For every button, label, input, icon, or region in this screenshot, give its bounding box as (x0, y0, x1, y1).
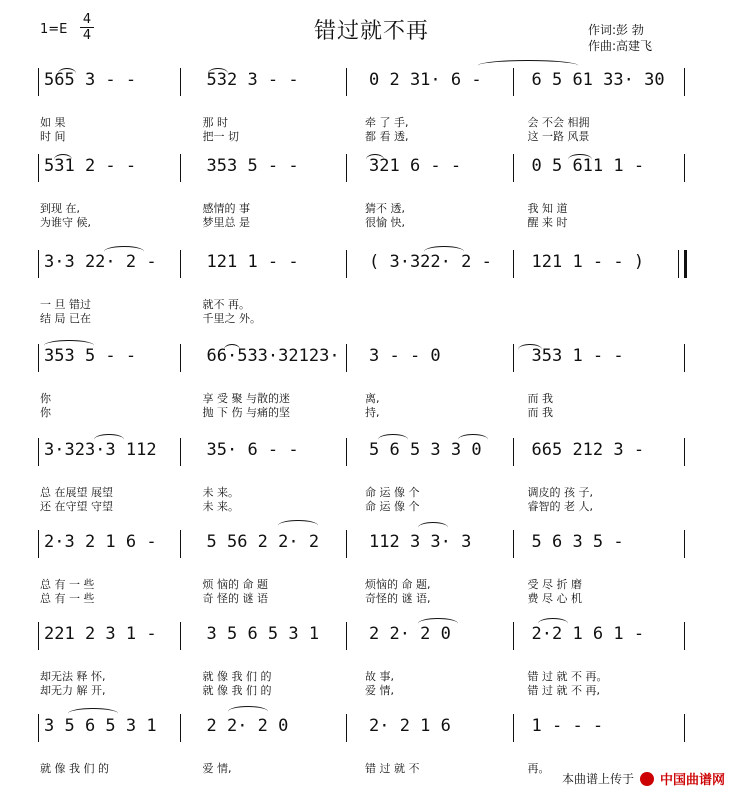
measure: 2·3 2 1 6 - (44, 532, 157, 552)
lyrics-verse-2 (38, 214, 688, 230)
measure: 35· 6 - - (206, 440, 299, 460)
lyrics-verse-2 (38, 310, 688, 326)
measure: 532 3 - - (206, 70, 299, 90)
lyric (363, 310, 526, 326)
lyric: 梦里总 是 (202, 216, 250, 229)
lyrics-verse-2 (38, 590, 688, 606)
slur (278, 520, 318, 531)
song-title: 错过就不再 (313, 19, 429, 44)
lyric: 睿智的 老 人, (527, 500, 593, 513)
lyric: 醒 来 时 (527, 216, 568, 229)
measures (38, 532, 688, 552)
lyric: 烦恼的 命 题, (365, 578, 431, 591)
score-row (38, 432, 688, 522)
lyric: 就 像 我 们 的 (202, 670, 272, 683)
site-logo-icon (640, 772, 654, 786)
measures (38, 440, 688, 460)
lyric: 把一 切 (202, 130, 239, 143)
measure: 2 2· 2 0 (369, 624, 451, 644)
score-row (38, 244, 688, 334)
measure: 6 5 61 33· 30 (531, 70, 665, 90)
lyric: 总 有 一 些 (40, 592, 95, 605)
score-row (38, 524, 688, 614)
measure: 665 212 3 - (531, 440, 645, 460)
lyric: 到现 在, (40, 202, 80, 215)
lyric: 调皮的 孩 子, (527, 486, 593, 499)
lyric: 烦 恼的 命 题 (202, 578, 268, 591)
lyric: 错 过 就 不 再, (527, 684, 600, 697)
lyric: 时 间 (40, 130, 66, 143)
lyric: 总 有 一 些 (40, 578, 95, 591)
lyric: 却无力 解 开, (40, 684, 106, 697)
site-name: 中国曲谱网 (659, 773, 725, 788)
lyric: 就不 再。 (202, 298, 250, 311)
measure: 5 56 2 2· 2 (206, 532, 320, 552)
measure: 66·533·32123· (206, 346, 340, 366)
measure: 5 6 3 5 - (531, 532, 624, 552)
time-signature-bottom: 4 (80, 27, 94, 43)
lyric: 千里之 外。 (202, 312, 261, 325)
lyric: 总 在展望 展望 (40, 486, 113, 499)
measures (38, 70, 688, 90)
measure: 565 3 - - (44, 70, 137, 90)
lyric: 猜不 透, (365, 202, 405, 215)
lyric: 而 我 (527, 392, 553, 405)
lyric: 享 受 聚 与散的迷 (202, 392, 290, 405)
measure: 121 1 - - (206, 252, 299, 272)
watermark (562, 769, 725, 788)
measure: 0 5 611 1 - (531, 156, 645, 176)
lyrics-verse-2 (38, 498, 688, 514)
measure: 2· 2 1 6 (369, 716, 451, 736)
measure: 353 5 - - (206, 156, 299, 176)
lyrics-verse-2 (38, 128, 688, 144)
lyric: 故 事, (365, 670, 394, 683)
lyric: 这 一路 风景 (527, 130, 590, 143)
measure: 3 - - 0 (369, 346, 441, 366)
measure: 3 5 6 5 3 1 (44, 716, 157, 736)
lyric: 感情的 事 (202, 202, 250, 215)
measure: 3 5 6 5 3 1 (206, 624, 320, 644)
lyric: 还 在守望 守望 (40, 500, 113, 513)
lyric: 错 过 就 不 (365, 762, 420, 775)
measures (38, 252, 688, 272)
lyric: 那 时 (202, 116, 228, 129)
lyric: 受 尽 折 磨 (527, 578, 582, 591)
lyric: 你 (40, 406, 51, 419)
measure: 2·2 1 6 1 - (531, 624, 645, 644)
measures (38, 156, 688, 176)
measure: 353 5 - - (44, 346, 137, 366)
score-header (0, 0, 743, 60)
lyric: 就 像 我 们 的 (40, 762, 109, 775)
lyric: 命 运 像 个 (365, 500, 420, 513)
measure: 353 1 - - (531, 346, 624, 366)
lyric: 你 (40, 392, 51, 405)
lyric: 牵 了 手, (365, 116, 409, 129)
lyric: 却无法 释 怀, (40, 670, 106, 683)
score-row (38, 62, 688, 152)
lyric: 而 我 (527, 406, 553, 419)
measure: 0 2 31· 6 - (369, 70, 482, 90)
lyric: 很愉 快, (365, 216, 405, 229)
score-row (38, 616, 688, 706)
measures (38, 716, 688, 736)
measure: 3·323·3 112 (44, 440, 157, 460)
time-signature-top: 4 (82, 12, 92, 27)
lyric: 错 过 就 不 再。 (527, 670, 608, 683)
lyric (526, 310, 689, 326)
lyricist: 作词:彭 勃 (588, 23, 644, 37)
lyric: 未 来。 (202, 486, 239, 499)
lyric: 结 局 已在 (40, 312, 91, 325)
lyrics-verse-2 (38, 682, 688, 698)
lyric: 再。 (527, 762, 550, 775)
measure: 3·3 22· 2 - (44, 252, 157, 272)
measure: 531 2 - - (44, 156, 137, 176)
lyric: 会 不会 相拥 (527, 116, 590, 129)
measure: 321 6 - - (369, 156, 462, 176)
lyric: 抛 下 伤 与痛的坚 (202, 406, 290, 419)
measure: ( 3·322· 2 - (369, 252, 492, 272)
lyric: 就 像 我 们 的 (202, 684, 272, 697)
measure: 1 - - - (531, 716, 604, 736)
upload-text: 本曲谱上传于 (561, 772, 634, 786)
measures (38, 346, 688, 366)
score-row (38, 338, 688, 428)
credits (588, 22, 652, 54)
measure: 221 2 3 1 - (44, 624, 157, 644)
measure: 2 2· 2 0 (206, 716, 289, 736)
lyric: 一 旦 错过 (40, 298, 91, 311)
lyric: 奇 怪的 谜 语 (202, 592, 268, 605)
lyric: 我 知 道 (527, 202, 568, 215)
lyric: 爱 情, (365, 684, 394, 697)
lyric: 持, (365, 406, 380, 419)
composer: 作曲:高建飞 (588, 39, 653, 53)
lyric: 为谁守 候, (40, 216, 91, 229)
lyric: 费 尽 心 机 (527, 592, 582, 605)
measure: 112 3 3· 3 (369, 532, 472, 552)
lyric: 未 来。 (202, 500, 239, 513)
lyric: 都 看 透, (365, 130, 409, 143)
lyric: 如 果 (40, 116, 66, 129)
lyric: 爱 情, (202, 762, 232, 775)
measure: 121 1 - - ) (531, 252, 645, 272)
lyrics-verse-2 (38, 404, 688, 420)
measure: 5 6 5 3 3 0 (369, 440, 482, 460)
measures (38, 624, 688, 644)
score-row (38, 148, 688, 238)
lyric: 奇怪的 谜 语, (365, 592, 431, 605)
key-signature: 1=E (40, 22, 68, 37)
lyric: 命 运 像 个 (365, 486, 420, 499)
lyric: 离, (365, 392, 380, 405)
